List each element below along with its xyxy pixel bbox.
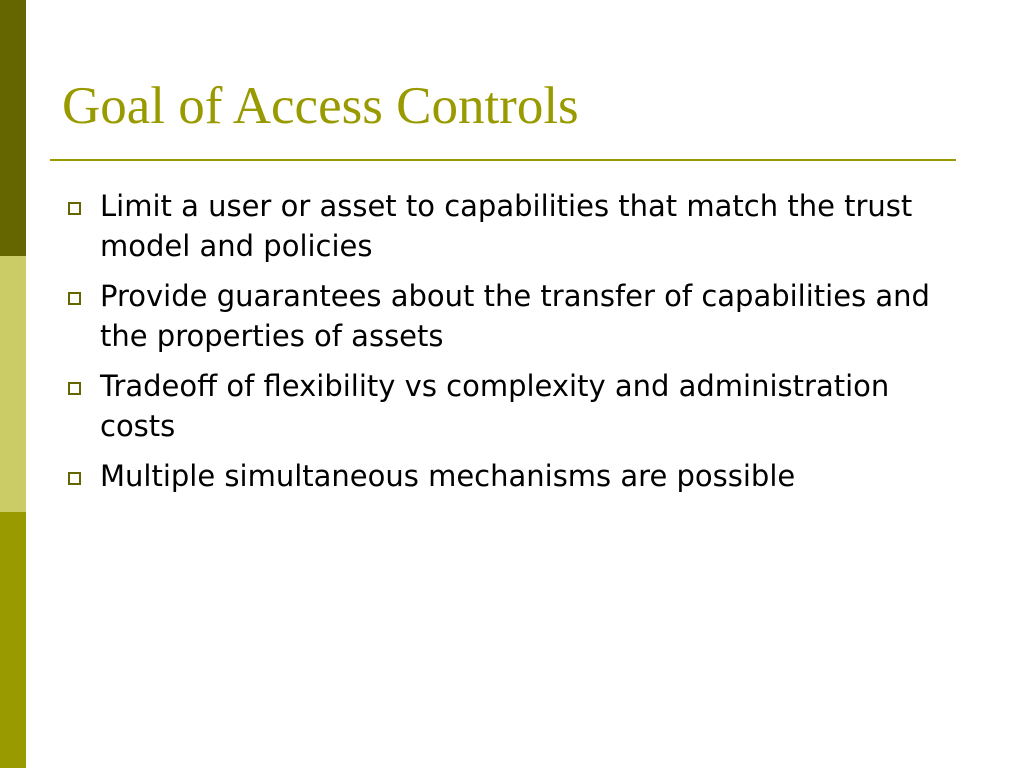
hollow-square-icon [68,292,81,305]
bullet-text: Limit a user or asset to capabilities that match the trust model and policies [100,189,913,263]
bullet-item [66,456,946,496]
bullet-list [66,186,946,506]
hollow-square-icon [68,202,81,215]
side-accent-bar [0,0,26,768]
bullet-item [66,186,946,266]
side-bar-middle-segment [0,256,26,512]
bullet-item [66,366,946,446]
side-bar-top-segment [0,0,26,256]
side-bar-bottom-segment [0,512,26,768]
hollow-square-icon [68,382,81,395]
hollow-square-icon [68,472,81,485]
bullet-text: Tradeoff of flexibility vs complexity and administration costs [100,369,890,443]
title-underline [50,159,956,161]
slide-title: Goal of Access Controls [62,77,579,135]
bullet-item [66,276,946,356]
bullet-text: Multiple simultaneous mechanisms are possible [100,459,796,493]
bullet-text: Provide guarantees about the transfer of capabilities and the properties of assets [100,279,930,353]
